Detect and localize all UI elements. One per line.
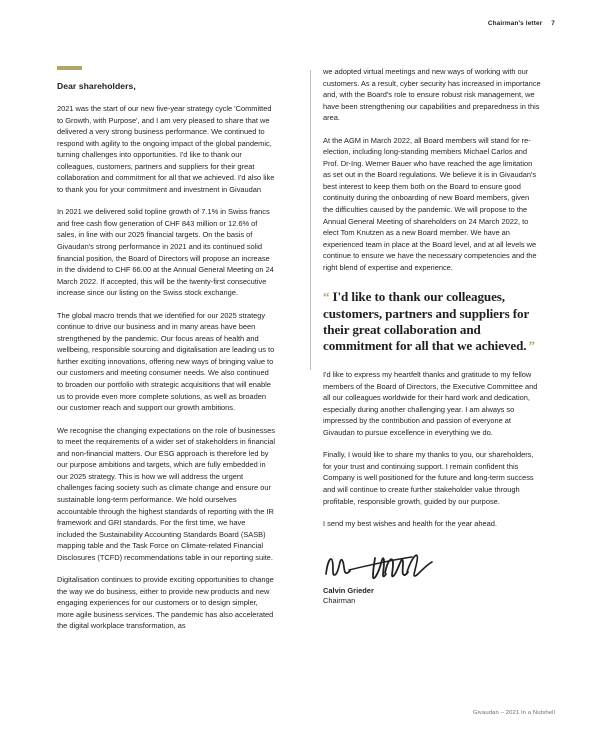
signatory-name: Calvin Grieder (323, 585, 374, 595)
paragraph: I'd like to express my heartfelt thanks and gratitude to my fellow members of the Board of Directors, the Executive Committee and all our colleagues worldwide for their hard work and dedication, especially during another challenging year. I am always so impressed by the contribution and passion of everyone at Givaudan to pursue excellence in everything we do. (323, 370, 538, 437)
signatory-role: Chairman (323, 596, 356, 606)
paragraph: In 2021 we delivered solid topline growth of 7.1% in Swiss francs and free cash flow generation of CHF 843 million or 12.6% of sales, in line with our 2025 financial targets. On the basis of Givaudan's strong performance in 2021 and its continued solid financial position, the Board of Directors will propose an increase in the dividend to CHF 66.00 at the Annual General Meeting on 24 March 2022. If accepted, this will be the twenty-first consecutive increase since our listing on the Swiss stock exchange. (57, 207, 274, 298)
paragraph: Digitalisation continues to provide exciting opportunities to change the way we do business, either to provide new products and new engaging experiences for our customers or to design simpler, more agile business services. The pandemic has also accelerated the digital workplace transformation, as (57, 575, 274, 631)
pull-quote (323, 289, 541, 354)
paragraph: we adopted virtual meetings and new ways of working with our customers. As a result, cyber security has increased in importance and, with the Board's role to ensure robust risk management, we have been strengthening our capabilities and preparedness in this area. (323, 67, 541, 123)
paragraph: At the AGM in March 2022, all Board members will stand for re-election, including long-standing members Michael Carlos and Prof. Dr-Ing. Werner Bauer who have reached the age limitation as set out in the Board regulations. We believe it is in Givaudan's best interest to keep them both on the Board to ensure good continuity during the onboarding of new Board members, given the difficulties caused by the pandemic. We will propose to the Annual General Meeting of shareholders on 24 March 2022, to elect Tom Knutzen as a new Board member. We have an experienced team in place at the Board level, and at all levels we continue to ensure we have the necessary competencies and the right blend of expertise and experience. (323, 135, 537, 272)
running-head (488, 20, 555, 27)
handwritten-signature-icon (323, 548, 443, 582)
accent-rule (57, 66, 82, 70)
page-footer: Givaudan – 2021 In a Nutshell (472, 710, 555, 716)
salutation: Dear shareholders, (57, 81, 136, 91)
paragraph: 2021 was the start of our new five-year strategy cycle 'Committed to Growth, with Purpose', and I am very pleased to share that we delivered a very strong business performance. We continued to respond with agility to the ongoing impact of the global pandemic, turning challenges into opportunities. I'd like to thank our colleagues, customers, partners and suppliers for their great collaboration and commitment for all that we achieved. I'd also like to thank you for your commitment and investment in Givaudan (57, 104, 275, 194)
signature-block (323, 548, 541, 607)
left-column (57, 66, 275, 632)
right-column (311, 66, 541, 607)
quote-close-icon: ” (528, 337, 535, 353)
paragraph: The global macro trends that we identified for our 2025 strategy continue to drive our business and in many areas have been strengthened by the pandemic. Our focus areas of health and wellbeing, responsible sourcing and digitalisation are leading us to further exciting innovations, offering new ways of bringing value to our customers and meeting consumer needs. We also continued to broaden our portfolio with strategic acquisitions that will enable us to provide even more complete solutions, as well as broaden our customer reach and support our growth ambitions. (57, 310, 275, 413)
paragraph: Finally, I would like to share my thanks to you, our shareholders, for your trust and continuing support. I remain confident this Company is well positioned for the future and long-term success and will continue to create further stakeholder value through profitable, responsible growth, guided by our purpose. (323, 450, 534, 506)
page-number: 7 (551, 20, 555, 27)
paragraph: I send my best wishes and health for the year ahead. (323, 519, 497, 529)
quote-open-icon: “ (323, 289, 330, 305)
running-head-section: Chairman's letter (487, 20, 543, 27)
pull-quote-text: I'd like to thank our colleagues, customers, partners and suppliers for their great collaboration and commitment for all that we achieved. (323, 289, 529, 353)
paragraph: We recognise the changing expectations on the role of businesses to meet the requirements of a wider set of stakeholders in financial and non-financial matters. Our ESG approach is therefore led by our purpose ambitions and targets, which are fully embedded in our 2025 strategy. This is how we will address the urgent challenges facing society such as climate change and ensure our sustainable long-term performance. We hold ourselves accountable through the highest standards of reporting with the IR framework and GRI standards. For the first time, we have included the Sustainability Accounting Standards Board (SASB) mapping table and the Task Force on Climate-related Financial Disclosures (TCFD) recommendations table in our reporting suite. (57, 425, 276, 562)
